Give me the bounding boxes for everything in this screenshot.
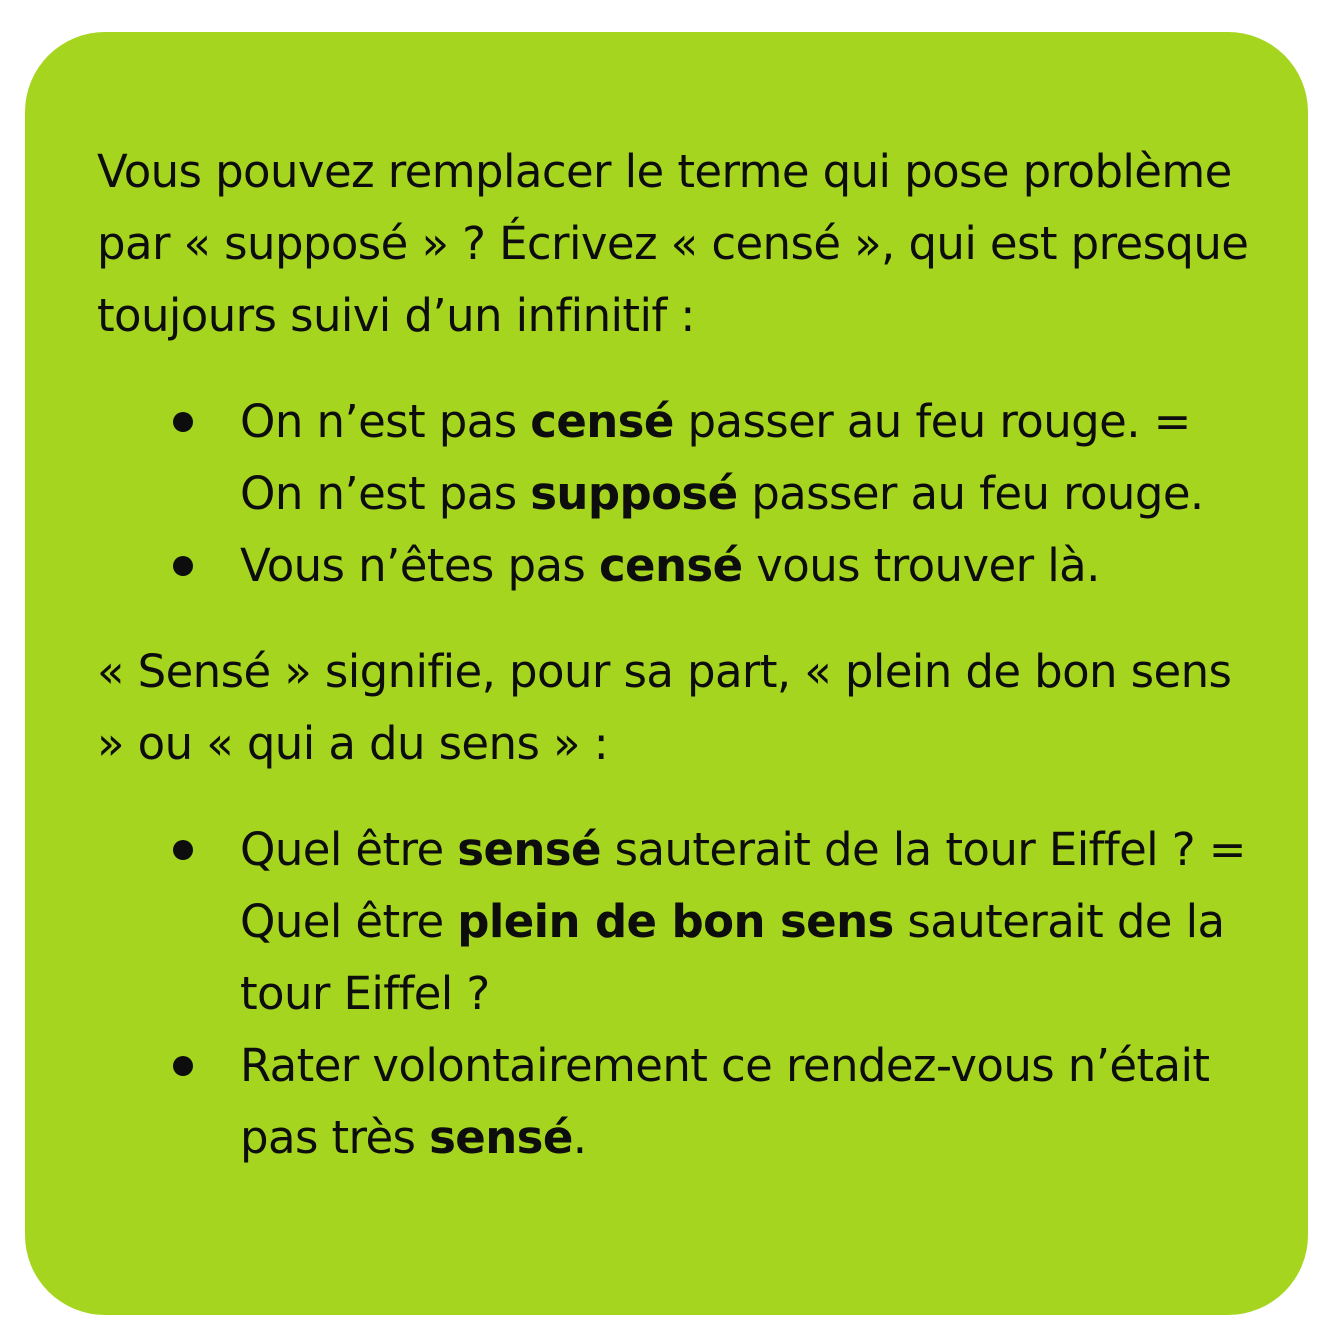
example-text: On n’est pas — [240, 395, 531, 448]
bullet-icon — [173, 840, 193, 860]
intro-paragraph: Vous pouvez remplacer le terme qui pose problème par « supposé » ? Écrivez « censé », qui est presque toujours suivi d’un infinitif : — [97, 145, 1249, 342]
example-bold-term: supposé — [530, 467, 738, 520]
examples-list-sense — [97, 814, 1260, 1174]
example-bold-term: sensé — [457, 823, 601, 876]
example-text: sauterait de la tour Eiffel ? = Quel être — [240, 823, 1246, 948]
example-bold-term: censé — [598, 539, 743, 592]
bullet-icon — [173, 556, 193, 576]
example-text: Rater volontairement ce rendez-vous n’était pas très — [240, 1039, 1210, 1164]
example-text: passer au feu rouge. — [737, 467, 1204, 520]
example-text: Quel être — [240, 823, 458, 876]
bullet-icon — [173, 412, 193, 432]
example-text: . — [572, 1111, 587, 1164]
list-item — [240, 1030, 1250, 1174]
example-bold-term: sensé — [429, 1111, 573, 1164]
example-text: passer au feu rouge. = On n’est pas — [240, 395, 1191, 520]
bullet-icon — [173, 1056, 193, 1076]
example-text: Vous n’êtes pas — [240, 539, 599, 592]
example-bold-term: censé — [530, 395, 674, 448]
example-bold-term: plein de bon sens — [457, 895, 894, 948]
example-text: sauterait de la tour Eiffel ? — [240, 895, 1225, 1020]
list-item — [240, 814, 1250, 1030]
info-card — [25, 32, 1308, 1315]
list-item — [240, 386, 1250, 530]
second-paragraph: « Sensé » signifie, pour sa part, « plein de bon sens » ou « qui a du sens » : — [97, 645, 1232, 770]
examples-list-cense — [97, 386, 1260, 602]
example-text: vous trouver là. — [742, 539, 1100, 592]
list-item — [240, 530, 1250, 602]
